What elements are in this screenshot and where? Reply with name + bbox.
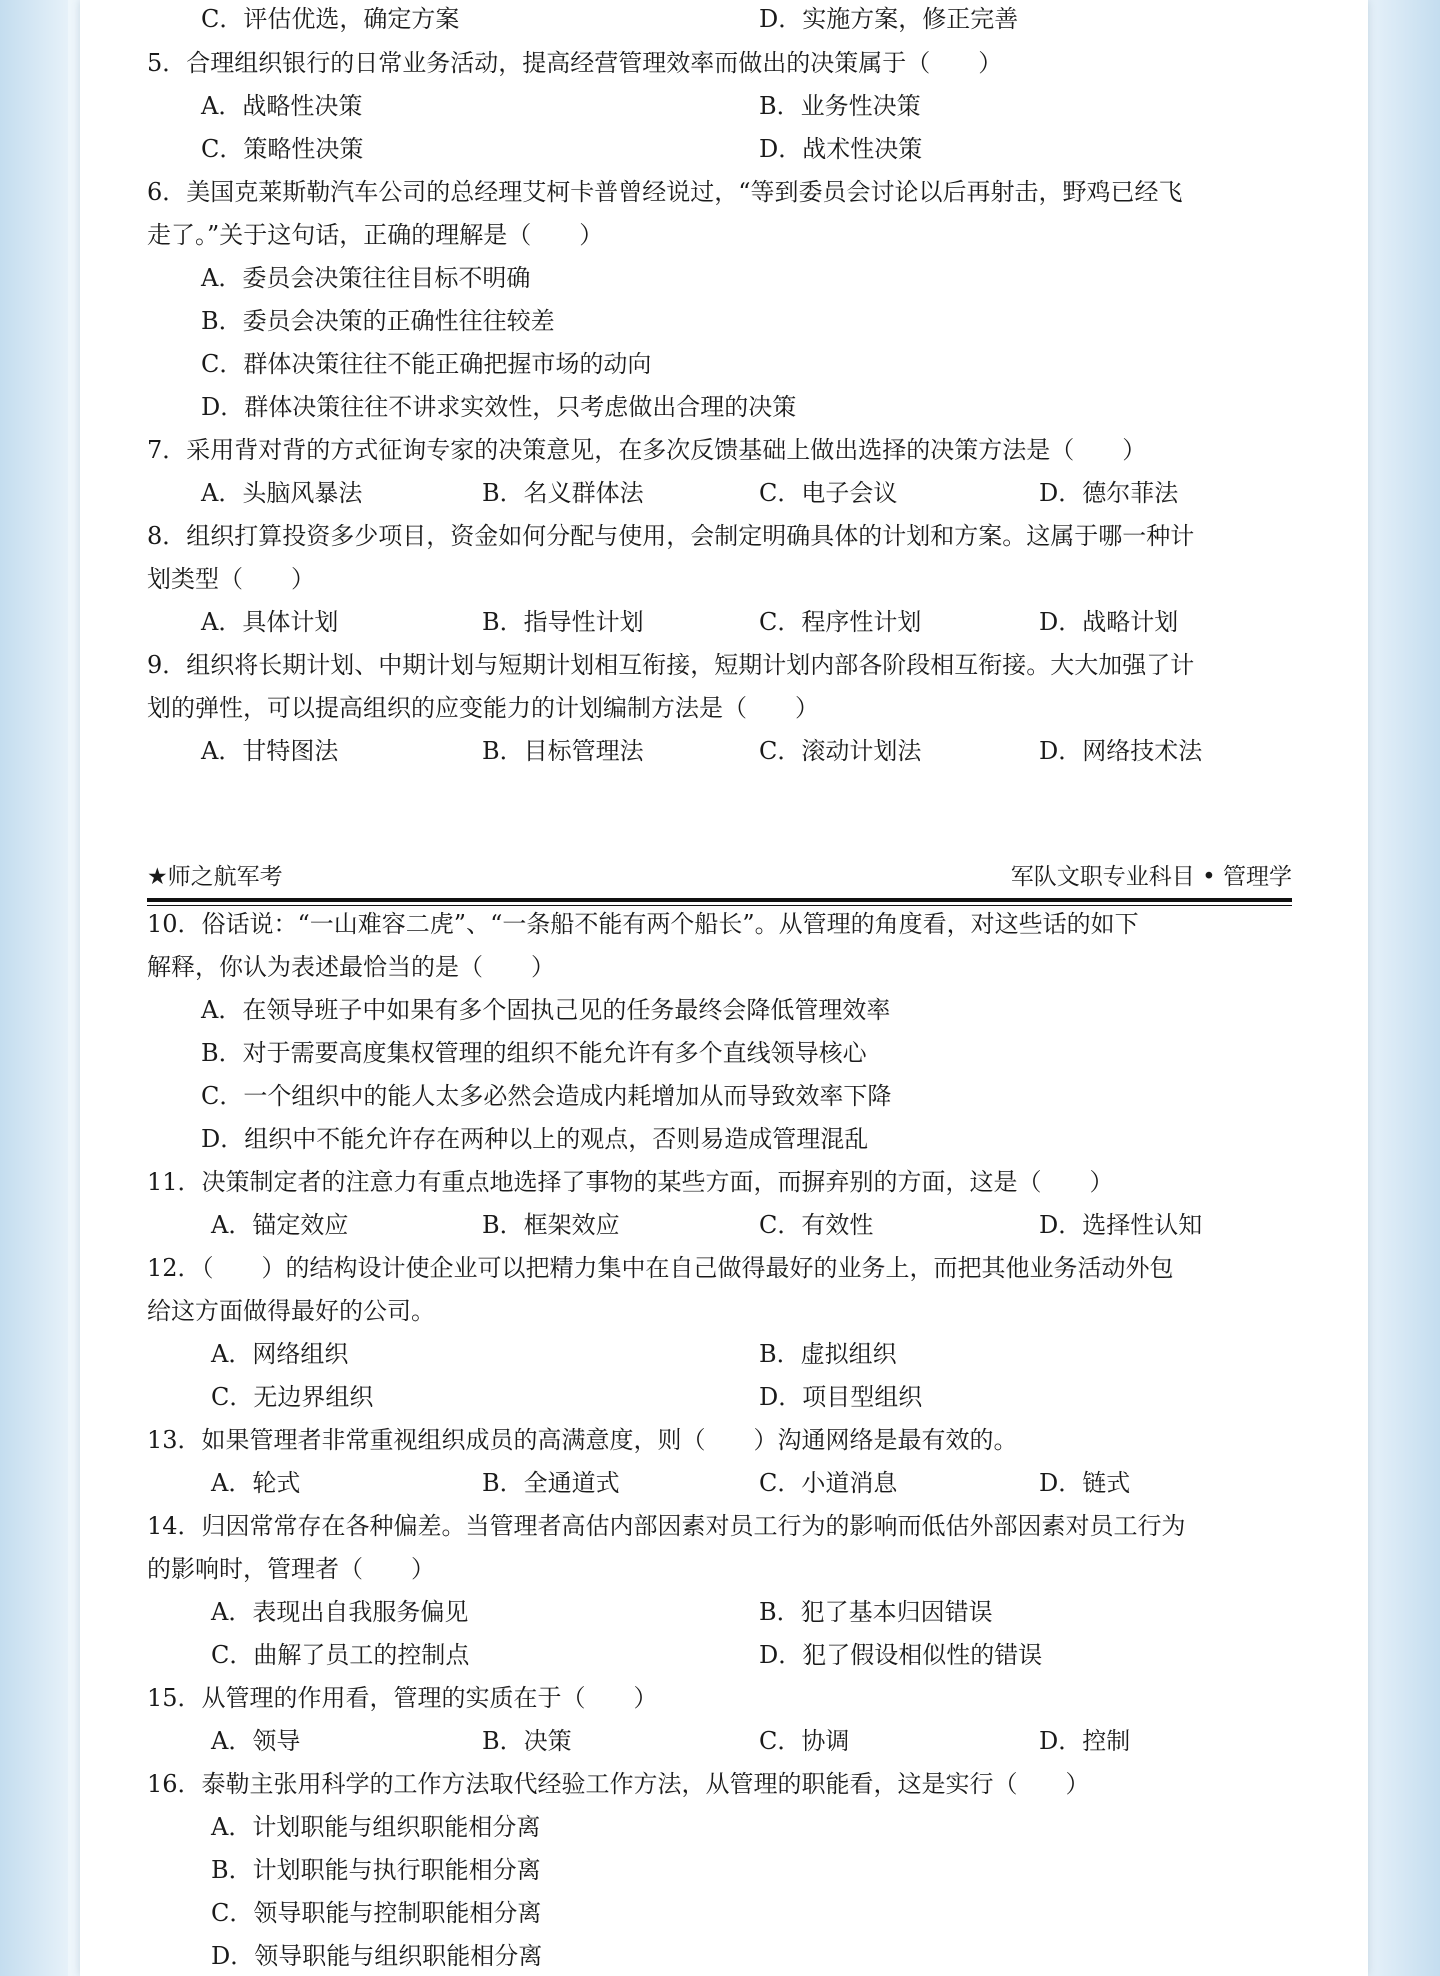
answer-option: A．战略性决策 [201,92,363,120]
question-stem-line: 9．组织将长期计划、中期计划与短期计划相互衔接，短期计划内部各阶段相互衔接。大大加强了计 [147,651,1195,679]
question-stem-line: 14．归因常常存在各种偏差。当管理者高估内部因素对员工行为的影响而低估外部因素对员工行为 [147,1512,1186,1540]
answer-option: B．计划职能与执行职能相分离 [211,1856,541,1884]
answer-option: D．战术性决策 [759,135,923,163]
answer-option: B．虚拟组织 [759,1340,897,1368]
answer-option: C．无边界组织 [211,1383,374,1411]
answer-option: C．策略性决策 [201,135,364,163]
answer-option: A．头脑风暴法 [201,479,363,507]
answer-option: D．链式 [1039,1469,1131,1497]
answer-option: 给这方面做得最好的公司。 [147,1297,435,1325]
answer-option: C．曲解了员工的控制点 [211,1641,470,1669]
answer-option: A．甘特图法 [201,737,339,765]
answer-option: A．轮式 [211,1469,301,1497]
answer-option: D．项目型组织 [759,1383,923,1411]
answer-option: D．控制 [1039,1727,1131,1755]
answer-option: D．领导职能与组织职能相分离 [211,1942,543,1970]
answer-option: 划类型（ ） [147,565,315,593]
answer-option: 划的弹性，可以提高组织的应变能力的计划编制方法是（ ） [147,694,819,722]
answer-option: C．滚动计划法 [759,737,922,765]
question-stem-line: 5．合理组织银行的日常业务活动，提高经营管理效率而做出的决策属于（ ） [147,49,1003,77]
answer-option: A．委员会决策往往目标不明确 [201,264,531,292]
answer-option: A．计划职能与组织职能相分离 [211,1813,541,1841]
header-rule-thick [147,898,1292,902]
right-margin-band [1368,0,1440,1976]
answer-option: D．犯了假设相似性的错误 [759,1641,1043,1669]
answer-option: B．全通道式 [482,1469,620,1497]
answer-option: B．框架效应 [482,1211,620,1239]
answer-option: C．协调 [759,1727,850,1755]
answer-option: A．网络组织 [211,1340,349,1368]
question-stem-line: 7．采用背对背的方式征询专家的决策意见，在多次反馈基础上做出选择的决策方法是（ ） [147,436,1147,464]
answer-option: D．德尔菲法 [1039,479,1179,507]
answer-option: 走了。”关于这句话，正确的理解是（ ） [147,221,604,249]
answer-option: A．锚定效应 [211,1211,349,1239]
question-stem-line: 15．从管理的作用看，管理的实质在于（ ） [147,1684,658,1712]
answer-option: C．群体决策往往不能正确把握市场的动向 [201,350,652,378]
page-header-brand: ★师之航军考 [147,864,283,890]
answer-option: D．组织中不能允许存在两种以上的观点，否则易造成管理混乱 [201,1125,869,1153]
answer-option: B．决策 [482,1727,572,1755]
answer-option: A．表现出自我服务偏见 [211,1598,469,1626]
answer-option: A．领导 [211,1727,301,1755]
answer-option: B．犯了基本归因错误 [759,1598,993,1626]
question-stem-line: 16．泰勒主张用科学的工作方法取代经验工作方法，从管理的职能看，这是实行（ ） [147,1770,1090,1798]
question-stem-line: 10．俗话说：“一山难容二虎”、“一条船不能有两个船长”。从管理的角度看，对这些话的如下 [147,910,1139,938]
answer-option: D．实施方案，修正完善 [759,5,1019,33]
answer-option: D．群体决策往往不讲求实效性，只考虑做出合理的决策 [201,393,797,421]
answer-option: B．指导性计划 [482,608,644,636]
answer-option: A．具体计划 [201,608,339,636]
question-stem-line: 11．决策制定者的注意力有重点地选择了事物的某些方面，而摒弃别的方面，这是（ ） [147,1168,1114,1196]
answer-option: C．一个组织中的能人太多必然会造成内耗增加从而导致效率下降 [201,1082,892,1110]
answer-option: 的影响时，管理者（ ） [147,1555,435,1583]
answer-option: C．程序性计划 [759,608,922,636]
answer-option: B．对于需要高度集权管理的组织不能允许有多个直线领导核心 [201,1039,867,1067]
answer-option: 解释，你认为表述最恰当的是（ ） [147,953,555,981]
answer-option: D．网络技术法 [1039,737,1203,765]
answer-option: C．领导职能与控制职能相分离 [211,1899,542,1927]
page-sheet [80,0,1368,1976]
left-margin-band [0,0,68,1976]
answer-option: C．有效性 [759,1211,874,1239]
answer-option: D．战略计划 [1039,608,1179,636]
question-stem-line: 12．（ ）的结构设计使企业可以把精力集中在自己做得最好的业务上，而把其他业务活动外包 [147,1254,1174,1282]
header-rule-thin [147,905,1292,906]
page-header-subject: 军队文职专业科目 • 管理学 [1010,864,1292,890]
answer-option: A．在领导班子中如果有多个固执己见的任务最终会降低管理效率 [201,996,891,1024]
answer-option: B．目标管理法 [482,737,644,765]
answer-option: C．评估优选，确定方案 [201,5,460,33]
answer-option: D．选择性认知 [1039,1211,1203,1239]
answer-option: B．业务性决策 [759,92,921,120]
answer-option: B．名义群体法 [482,479,644,507]
question-stem-line: 6．美国克莱斯勒汽车公司的总经理艾柯卡普曾经说过，“等到委员会讨论以后再射击，野鸡已经飞 [147,178,1183,206]
answer-option: B．委员会决策的正确性往往较差 [201,307,555,335]
question-stem-line: 8．组织打算投资多少项目，资金如何分配与使用，会制定明确具体的计划和方案。这属于哪一种计 [147,522,1195,550]
question-stem-line: 13．如果管理者非常重视组织成员的高满意度，则（ ）沟通网络是最有效的。 [147,1426,1018,1454]
answer-option: C．电子会议 [759,479,898,507]
answer-option: C．小道消息 [759,1469,898,1497]
